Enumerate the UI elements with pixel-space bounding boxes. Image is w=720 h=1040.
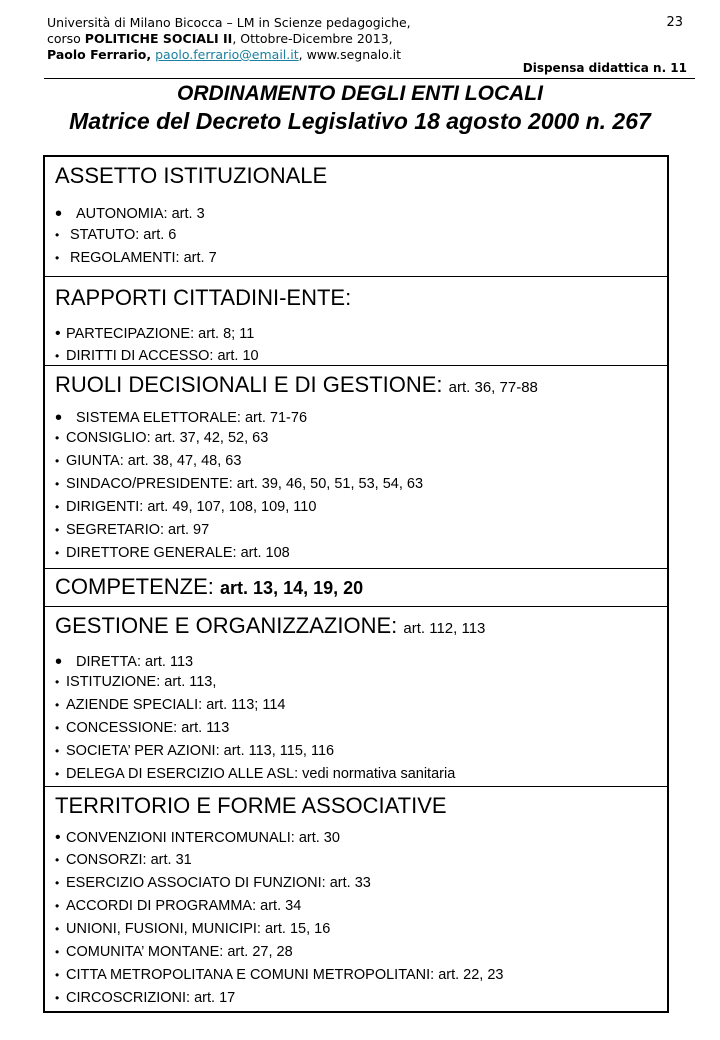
header-course-name: POLITICHE SOCIALI II — [84, 31, 233, 46]
list-item: • ACCORDI DI PROGRAMMA: art. 34 — [55, 898, 302, 914]
page-number: 23 — [666, 15, 683, 30]
bullet-icon: • — [55, 651, 63, 673]
document-subtitle: Matrice del Decreto Legislativo 18 agosto 2000 n. 267 — [69, 108, 651, 134]
section-assetto-istituzionale — [45, 157, 667, 277]
section-territorio-forme-associative — [45, 787, 667, 1011]
bullet-icon: • — [55, 251, 60, 265]
list-item: • CITTA METROPOLITANA E COMUNI METROPOLITANI: art. 22, 23 — [55, 967, 504, 983]
section-ref: art. 36, 77-88 — [448, 379, 538, 396]
bullet-icon: • — [55, 675, 60, 689]
list-item: • CIRCOSCRIZIONI: art. 17 — [55, 990, 236, 1006]
section-title: RAPPORTI CITTADINI-ENTE: — [55, 285, 352, 310]
list-item: • AUTONOMIA: art. 3 — [55, 203, 205, 225]
list-item: • UNIONI, FUSIONI, MUNICIPI: art. 15, 16 — [55, 921, 331, 937]
bullet-icon: • — [55, 523, 60, 537]
bullet-icon: • — [55, 721, 60, 735]
matrix-table — [43, 155, 669, 1013]
list-item: • SOCIETA’ PER AZIONI: art. 113, 115, 116 — [55, 743, 335, 759]
bullet-icon: • — [55, 228, 60, 242]
section-title: ASSETTO ISTITUZIONALE — [55, 163, 328, 188]
bullet-icon: • — [55, 349, 60, 363]
section-gestione-organizzazione — [45, 607, 667, 787]
bullet-icon: • — [55, 853, 60, 867]
document-title: ORDINAMENTO DEGLI ENTI LOCALI — [177, 82, 543, 105]
list-item: • DIRETTA: art. 113 — [55, 651, 194, 673]
section-title: RUOLI DECISIONALI E DI GESTIONE: art. 36, 77-88 — [55, 372, 538, 397]
bullet-icon: • — [55, 876, 60, 890]
list-item: • SINDACO/PRESIDENTE: art. 39, 46, 50, 51, 53, 54, 63 — [55, 476, 424, 492]
section-title: GESTIONE E ORGANIZZAZIONE: art. 112, 113 — [55, 613, 486, 638]
list-item: • AZIENDE SPECIALI: art. 113; 114 — [55, 697, 286, 713]
bullet-icon: • — [55, 744, 60, 758]
header-website: , www.segnalo.it — [298, 47, 402, 62]
list-item: • CONVENZIONI INTERCOMUNALI: art. 30 — [55, 829, 340, 846]
header-divider — [44, 78, 695, 79]
header-email-link[interactable]: paolo.ferrario@email.it — [155, 47, 299, 62]
dispensa-label: Dispensa didattica n. 11 — [522, 61, 687, 75]
list-item: • CONCESSIONE: art. 113 — [55, 720, 230, 736]
list-item: • REGOLAMENTI: art. 7 — [55, 250, 217, 266]
bullet-icon: • — [55, 968, 60, 982]
bullet-icon: • — [55, 325, 61, 342]
list-item: • PARTECIPAZIONE: art. 8; 11 — [55, 325, 255, 342]
bullet-icon: • — [55, 454, 60, 468]
bullet-icon: • — [55, 407, 63, 429]
bullet-icon: • — [55, 431, 60, 445]
bullet-icon: • — [55, 500, 60, 514]
list-item: • STATUTO: art. 6 — [55, 227, 177, 243]
list-item: • DIRITTI DI ACCESSO: art. 10 — [55, 348, 259, 364]
header-course-period: , Ottobre-Dicembre 2013, — [232, 31, 393, 46]
list-item: • DIRIGENTI: art. 49, 107, 108, 109, 110 — [55, 499, 317, 515]
header-university: Università di Milano Bicocca – LM in Scienze pedagogiche, — [47, 15, 411, 30]
page-header — [47, 15, 687, 63]
section-competenze — [45, 569, 667, 607]
section-ruoli-decisionali — [45, 366, 667, 569]
bullet-icon: • — [55, 829, 61, 846]
bullet-icon: • — [55, 477, 60, 491]
list-item: • DIRETTORE GENERALE: art. 108 — [55, 545, 290, 561]
bullet-icon: • — [55, 899, 60, 913]
list-item: • COMUNITA’ MONTANE: art. 27, 28 — [55, 944, 293, 960]
list-item: • ESERCIZIO ASSOCIATO DI FUNZIONI: art. 33 — [55, 875, 371, 891]
bullet-icon: • — [55, 945, 60, 959]
section-ref: art. 13, 14, 19, 20 — [220, 578, 364, 598]
section-ref: art. 112, 113 — [403, 620, 486, 637]
bullet-icon: • — [55, 546, 60, 560]
section-title: TERRITORIO E FORME ASSOCIATIVE — [55, 793, 447, 818]
list-item: • GIUNTA: art. 38, 47, 48, 63 — [55, 453, 242, 469]
section-rapporti-cittadini-ente — [45, 277, 667, 366]
bullet-icon: • — [55, 767, 60, 781]
list-item: • DELEGA DI ESERCIZIO ALLE ASL: vedi normativa sanitaria — [55, 766, 456, 782]
list-item: • CONSIGLIO: art. 37, 42, 52, 63 — [55, 430, 269, 446]
header-course-prefix: corso — [47, 31, 85, 46]
list-item: • ISTITUZIONE: art. 113, — [55, 674, 217, 690]
bullet-icon: • — [55, 698, 60, 712]
bullet-icon: • — [55, 922, 60, 936]
list-item: • SEGRETARIO: art. 97 — [55, 522, 210, 538]
list-item: • SISTEMA ELETTORALE: art. 71-76 — [55, 407, 308, 429]
header-author-name: Paolo Ferrario, — [47, 47, 152, 62]
section-title: COMPETENZE: art. 13, 14, 19, 20 — [55, 574, 364, 599]
bullet-icon: • — [55, 203, 63, 225]
header-course — [47, 31, 687, 47]
bullet-icon: • — [55, 991, 60, 1005]
list-item: • CONSORZI: art. 31 — [55, 852, 192, 868]
